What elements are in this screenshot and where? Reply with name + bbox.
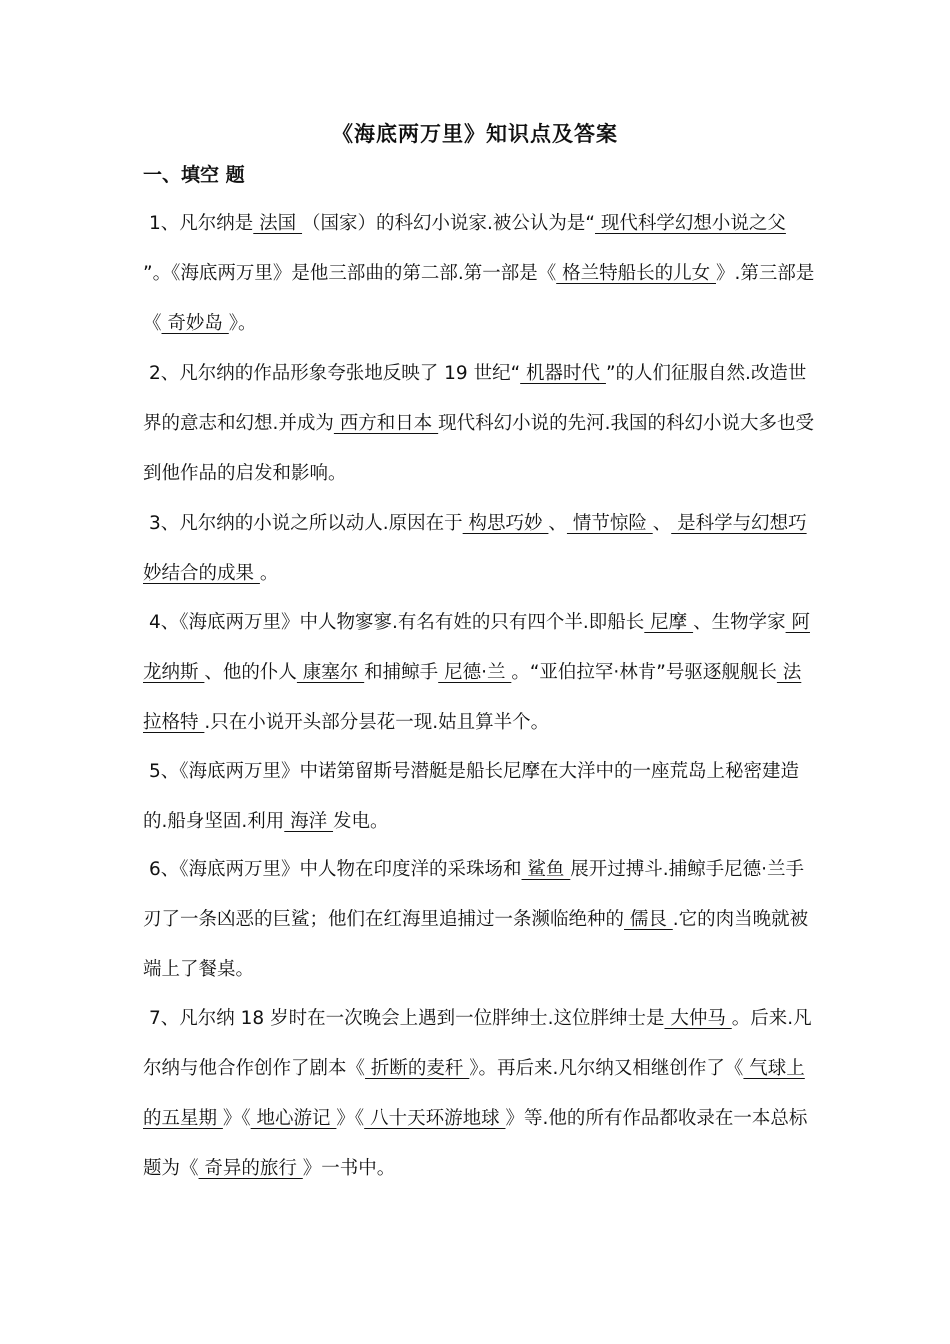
question-text: 发电。 <box>333 811 389 832</box>
question-2 <box>143 349 818 499</box>
answer-blank: 法国 <box>253 213 303 234</box>
question-text: 、 <box>548 513 567 534</box>
question-text: 展开过搏斗.捕鲸手尼德·兰手刃了一条凶恶的巨鲨；他们在红海里追捕过一条濒临绝种的 <box>143 859 805 930</box>
question-text: 、他的仆人 <box>204 662 297 683</box>
question-text: 》。再后来.凡尔纳又相继创作了《 <box>469 1058 744 1079</box>
answer-blank: 奇异的旅行 <box>198 1158 303 1179</box>
question-text: 6、《海底两万里》中人物在印度洋的采珠场和 <box>149 859 522 880</box>
question-text: 。 <box>259 563 279 584</box>
question-text: .它的肉当晚就被端上了餐桌。 <box>143 909 809 980</box>
question-text: 。后来.凡尔纳与他合作创作了剧本《 <box>143 1008 812 1079</box>
answer-blank: 奇妙岛 <box>161 313 229 334</box>
question-text: .只在小说开头部分昙花一现.姑且算半个。 <box>204 712 550 733</box>
question-5 <box>143 747 818 847</box>
answer-blank: 机器时代 <box>520 363 606 384</box>
answer-blank: 八十天环游地球 <box>364 1108 506 1129</box>
answer-blank: 情节惊险 <box>566 513 653 534</box>
answer-blank: 地心游记 <box>250 1108 337 1129</box>
answer-blank: 西方和日本 <box>333 413 439 434</box>
answer-blank: 折断的麦秆 <box>365 1058 470 1079</box>
question-text: 和捕鲸手 <box>364 662 439 683</box>
question-1 <box>143 199 818 349</box>
answer-blank: 尼德·兰 <box>438 662 512 683</box>
answer-blank: 气球上的五星期 <box>143 1058 805 1129</box>
question-text: ”。《海底两万里》是他三部曲的第二部.第一部是《 <box>143 263 557 284</box>
question-4 <box>143 598 818 748</box>
answer-blank: 大仲马 <box>664 1008 732 1029</box>
answer-blank: 康塞尔 <box>296 662 365 683</box>
question-3 <box>143 499 818 599</box>
question-text: 7、凡尔纳 18 岁时在一次晚会上遇到一位胖绅士.这位胖绅士是 <box>149 1008 665 1029</box>
answer-blank: 法拉格特 <box>143 662 802 733</box>
answer-blank: 尼摩 <box>644 612 694 633</box>
question-text: 3、凡尔纳的小说之所以动人.原因在于 <box>149 513 463 534</box>
question-text: 1、凡尔纳是 <box>149 213 254 234</box>
question-text: 》.第三部是《 <box>143 263 815 334</box>
document-title: 《海底两万里》知识点及答案 <box>332 121 618 146</box>
question-6 <box>143 845 818 995</box>
question-text: 》等.他的所有作品都收录在一本总标题为《 <box>143 1108 808 1179</box>
question-text: 》《 <box>336 1108 365 1129</box>
answer-blank: 鲨鱼 <box>521 859 571 880</box>
question-text: 》《 <box>222 1108 251 1129</box>
question-text: 。“亚伯拉罕·林肯”号驱逐舰舰长 <box>511 662 777 683</box>
answer-blank: 格兰特船长的儿女 <box>556 263 716 284</box>
question-text: 》一书中。 <box>302 1158 396 1179</box>
question-7 <box>143 994 818 1194</box>
section-heading: 一、填空 题 <box>143 164 245 186</box>
question-text: 、生物学家 <box>693 612 786 633</box>
question-text: 、 <box>652 513 672 534</box>
answer-blank: 现代科学幻想小说之父 <box>595 213 786 234</box>
question-text: （国家）的科幻小说家.被公认为是“ <box>302 213 596 234</box>
answer-blank: 海洋 <box>284 811 334 832</box>
question-text: 》。 <box>228 313 257 334</box>
answer-blank: 构思巧妙 <box>462 513 549 534</box>
answer-blank: 儒艮 <box>624 909 673 930</box>
question-text: 4、《海底两万里》中人物寥寥.有名有姓的只有四个半.即船长 <box>149 612 645 633</box>
answer-blank: 是科学与幻想巧妙结合的成果 <box>143 513 807 584</box>
question-text: 现代科幻小说的先河.我国的科幻小说大多也受到他作品的启发和影响。 <box>143 413 815 484</box>
question-text: 2、凡尔纳的作品形象夸张地反映了 19 世纪“ <box>149 363 521 384</box>
answer-blank: 阿龙纳斯 <box>143 612 810 683</box>
question-text: ”的人们征服自然.改造世界的意志和幻想.并成为 <box>143 363 807 434</box>
question-text: 5、《海底两万里》中诺第留斯号潜艇是船长尼摩在大洋中的一座荒岛上秘密建造的.船身坚固.利用 <box>143 761 800 832</box>
